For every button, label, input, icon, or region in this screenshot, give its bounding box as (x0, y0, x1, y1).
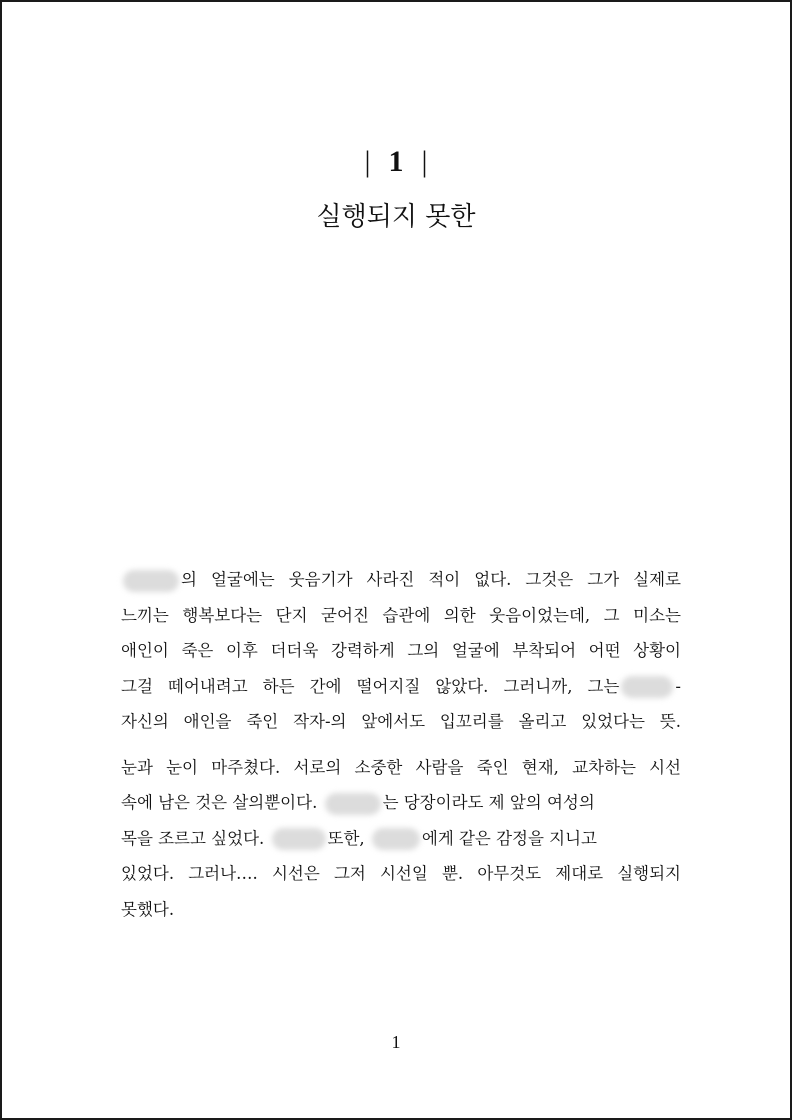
chapter-bar-left: | (364, 145, 371, 178)
paragraph-2-line-5: 못했다. (121, 899, 175, 919)
text-span: 속에 남은 것은 살의뿐이다. (121, 793, 318, 812)
paragraph-1-line-1 (121, 562, 681, 598)
chapter-number (2, 140, 790, 184)
page-number: 1 (391, 1032, 401, 1052)
text-span: 그걸 떼어내려고 하든 간에 떨어지질 않았다. 그러니까, 그는 (121, 676, 620, 696)
text-span: 또한, (327, 828, 365, 848)
text-span: 목을 조르고 싶었다. (121, 828, 265, 848)
paragraph-1-line-5: 자신의 애인을 죽인 작자-의 앞에서도 입꼬리를 올리고 있었다는 뜻. (121, 712, 681, 731)
redacted-name (272, 828, 326, 850)
chapter-number-value: 1 (388, 145, 404, 178)
paragraph-gap (121, 740, 681, 750)
paragraph-2-line-1: 눈과 눈이 마주쳤다. 서로의 소중한 사람을 죽인 현재, 교차하는 시선 (121, 757, 681, 777)
body-text (121, 562, 681, 927)
text-span: - (675, 676, 681, 696)
text-span: 의 얼굴에는 웃음기가 사라진 적이 없다. 그것은 그가 실제로 (181, 570, 681, 589)
redacted-name (372, 828, 420, 850)
paragraph-2-line-4: 있었다. 그러나…. 시선은 그저 시선일 뿐. 아무것도 제대로 실행되지 (121, 864, 681, 883)
paragraph-2-line-2 (121, 785, 681, 821)
redacted-name (123, 570, 179, 592)
redacted-name (621, 676, 673, 698)
paragraph-1-line-2: 느끼는 행복보다는 단지 굳어진 습관에 의한 웃음이었는데, 그 미소는 (121, 605, 681, 625)
chapter-bar-right: | (421, 145, 428, 178)
paragraph-1-line-3: 애인이 죽은 이후 더더욱 강력하게 그의 얼굴에 부착되어 어떤 상황이 (121, 641, 681, 660)
redacted-name (325, 793, 381, 815)
chapter-title: 실행되지 못한 (316, 202, 476, 232)
text-span: 에게 같은 감정을 지니고 (421, 828, 597, 848)
paragraph-1-line-4 (121, 669, 681, 705)
paragraph-2-line-3 (121, 821, 681, 857)
text-span: 는 당장이라도 제 앞의 여성의 (382, 793, 595, 812)
